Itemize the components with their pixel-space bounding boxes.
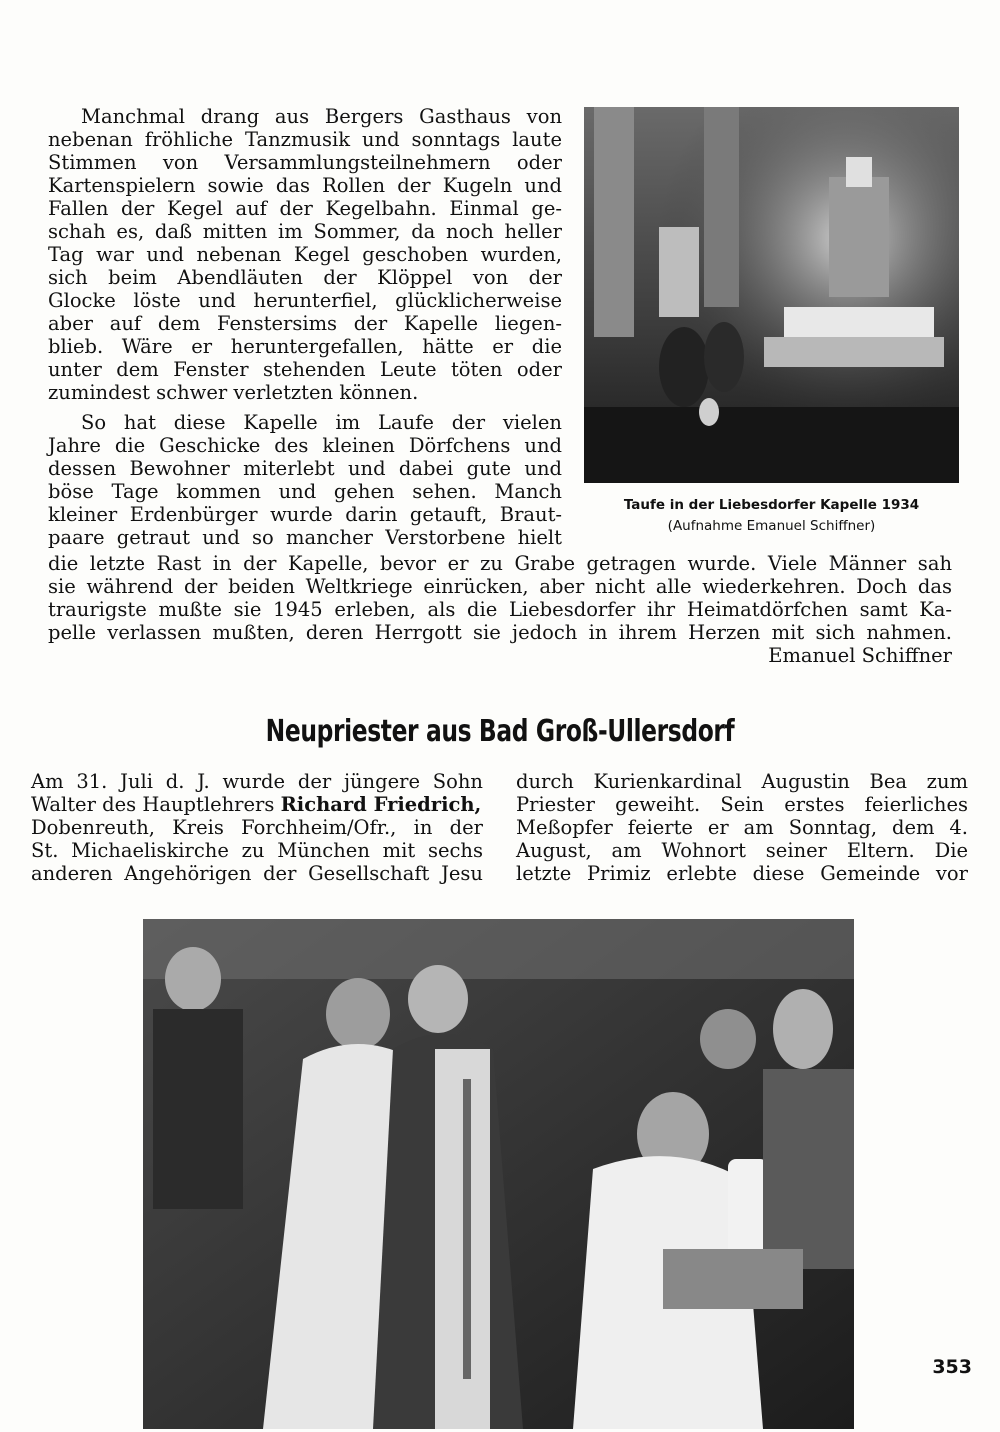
body-line: schah es, daß mitten im Sommer, da noch heller — [48, 220, 562, 243]
person-name: Richard Friedrich, — [280, 793, 482, 816]
body-line: Tag war und nebenan Kegel geschoben wurden, — [48, 243, 562, 266]
ordination-procession-photo — [143, 919, 854, 1429]
body-line: St. Michaeliskirche zu München mit sechs — [31, 839, 483, 862]
article2-left-column — [31, 770, 483, 890]
body-line: böse Tage kommen und gehen sehen. Manch — [48, 480, 562, 503]
body-line: kleiner Erdenbürger wurde darin getauft, Braut- — [48, 503, 562, 526]
body-line: August, am Wohnort seiner Eltern. Die — [516, 839, 968, 862]
body-line: Meßopfer feierte er am Sonntag, dem 4. — [516, 816, 968, 839]
body-line: Priester geweiht. Sein erstes feierliches — [516, 793, 968, 816]
article1-wide-column — [48, 552, 952, 672]
body-line: aber auf dem Fenstersims der Kapelle liegen- — [48, 312, 562, 335]
body-line: durch Kurienkardinal Augustin Bea zum — [516, 770, 968, 793]
body-line: unter dem Fenster stehenden Leute töten oder — [48, 358, 562, 381]
body-line: sich beim Abendläuten der Klöppel von der — [48, 266, 562, 289]
page-number: 353 — [932, 1356, 972, 1378]
body-line: traurigste mußte sie 1945 erleben, als die Liebesdorfer ihr Heimatdörfchen samt Ka- — [48, 598, 952, 621]
article1-narrow-column — [48, 105, 562, 549]
body-line — [31, 793, 483, 816]
body-line: Dobenreuth, Kreis Forchheim/Ofr., in der — [31, 816, 483, 839]
body-line: Jahre die Geschicke des kleinen Dörfchens und — [48, 434, 562, 457]
body-line: So hat diese Kapelle im Laufe der vielen — [81, 411, 562, 434]
body-line: Kartenspielern sowie das Rollen der Kugeln und — [48, 174, 562, 197]
body-line: blieb. Wäre er heruntergefallen, hätte er die — [48, 335, 562, 358]
body-line: Manchmal drang aus Bergers Gasthaus von — [81, 105, 562, 128]
photo1-caption: Taufe in der Liebesdorfer Kapelle 1934 — [623, 497, 920, 513]
procession-photo-image — [143, 919, 854, 1429]
chapel-baptism-photo — [584, 107, 959, 483]
body-line: Am 31. Juli d. J. wurde der jüngere Sohn — [31, 770, 483, 793]
body-line: Stimmen von Versammlungsteilnehmern oder — [48, 151, 562, 174]
body-line: zumindest schwer verletzten können. — [48, 381, 419, 404]
body-line: pelle verlassen mußten, deren Herrgott sie jedoch in ihrem Herzen mit sich nahmen. — [48, 621, 952, 644]
article2-right-column — [516, 770, 968, 890]
body-line: dessen Bewohner miterlebt und dabei gute und — [48, 457, 562, 480]
body-line: paare getraut und so mancher Verstorbene hielt — [48, 526, 562, 549]
body-line: nebenan fröhliche Tanzmusik und sonntags laute — [48, 128, 562, 151]
article2-title: Neupriester aus Bad Groß-Ullersdorf — [265, 714, 735, 749]
body-line-text: Walter des Hauptlehrers — [31, 793, 281, 816]
body-line: anderen Angehörigen der Gesellschaft Jesu — [31, 862, 483, 885]
body-line: letzte Primiz erlebte diese Gemeinde vor — [516, 862, 968, 885]
chapel-photo-image — [584, 107, 959, 483]
body-line: Glocke löste und herunterfiel, glücklicherweise — [48, 289, 562, 312]
photo1-credit: (Aufnahme Emanuel Schiffner) — [667, 518, 876, 534]
author-signature: Emanuel Schiffner — [768, 644, 952, 667]
body-line: Fallen der Kegel auf der Kegelbahn. Einmal ge- — [48, 197, 562, 220]
body-line: die letzte Rast in der Kapelle, bevor er zu Grabe getragen wurde. Viele Männer sah — [48, 552, 952, 575]
body-line: sie während der beiden Weltkriege einrücken, aber nicht alle wiederkehren. Doch das — [48, 575, 952, 598]
